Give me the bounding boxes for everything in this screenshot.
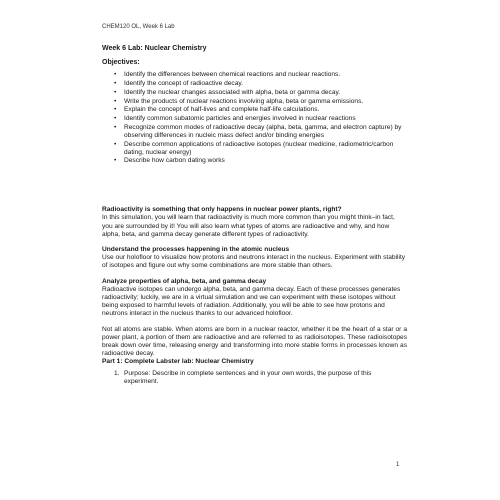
spacer (102, 166, 407, 206)
section-heading: Understand the processes happening in the atomic nucleus (102, 245, 290, 253)
bullet-icon: • (114, 140, 117, 148)
bullet-icon: • (114, 80, 117, 88)
questions-list (102, 370, 407, 386)
objective-text: Identify common subatomic particles and energies involved in nuclear reactions (124, 114, 356, 122)
bullet-icon: • (114, 157, 117, 165)
section-decay-properties (102, 278, 407, 319)
objective-text: Recognize common modes of radioactive decay (alpha, beta, gamma, and electron capture) by observing differences in nucleic mass defect and/or binding energies (124, 123, 402, 139)
section-heading: Analyze properties of alpha, beta, and gamma decay (102, 277, 267, 285)
objective-item (114, 157, 407, 165)
objective-item (114, 88, 407, 97)
objective-item (114, 123, 407, 140)
document-title: Week 6 Lab: Nuclear Chemistry (102, 45, 207, 52)
spacer (102, 319, 407, 326)
objective-text: Identify the concept of radioactive decay. (124, 80, 244, 88)
objective-text: Identify the nuclear changes associated with alpha, beta or gamma decay. (124, 88, 341, 96)
bullet-icon: • (114, 114, 117, 122)
objective-item (114, 106, 407, 114)
objective-item (114, 140, 407, 157)
objective-text: Describe common applications of radioactive isotopes (nuclear medicine, radiometric/carbon dating, nuclear energy) (124, 140, 394, 156)
objective-text: Describe how carbon dating works (124, 157, 225, 165)
section-atomic-nucleus (102, 246, 407, 271)
objective-text: Write the products of nuclear reactions involving alpha, beta or gamma emissions. (124, 97, 364, 105)
objective-text: Explain the concept of half-lives and complete half-life calculations. (124, 106, 320, 114)
section-text: Radioactive isotopes can undergo alpha, beta, and gamma decay. Each of these processes generates radioactivity; luckily, we are in a virtual simulation and we can experiment with these isotopes without being exposed to harmful levels of radiation. Additionally, you will be able to see how protons and neutrons interact in the nucleus thanks to our advanced holofloor. (102, 285, 401, 318)
bullet-icon: • (114, 106, 117, 114)
section-radioactivity (102, 206, 407, 239)
running-header: CHEM120 OL, Week 6 Lab (102, 24, 175, 30)
objectives-list (102, 71, 407, 165)
spacer (102, 239, 407, 246)
section-text: Use our holofloor to visualize how protons and neutrons interact in the nucleus. Experiment with stability of isotopes and figure out why some combinations are more stable than others. (102, 254, 406, 270)
objectives-heading: Objectives: (102, 59, 140, 67)
page-number: 1 (396, 462, 400, 468)
spacer (102, 271, 407, 278)
objective-item (114, 80, 407, 88)
intro-paragraph: Not all atoms are stable. When atoms are born in a nuclear reactor, whether it be the heart of a star or a power plant, a portion of them are radioactive and are referred to as radioisotopes. These radioisotopes break down over time, releasing energy and transforming into more stable forms in processes known as radioactive decay. (102, 325, 407, 358)
section-text: In this simulation, you will learn that radioactivity is much more common than you might think–in fact, you are surrounded by it! You will also learn what types of atoms are radioactive and why, and how alpha, beta, and gamma decay generate different types of radioactivity. (102, 214, 395, 238)
document-content (102, 45, 407, 386)
objective-item (114, 114, 407, 123)
section-heading: Radioactivity is something that only happens in nuclear power plants, right? (102, 206, 342, 214)
bullet-icon: • (114, 71, 117, 79)
part-heading: Part 1: Complete Labster lab: Nuclear Chemistry (102, 358, 254, 366)
objective-item (114, 71, 407, 79)
bullet-icon: • (114, 97, 117, 105)
bullet-icon: • (114, 123, 117, 131)
question-text: Purpose: Describe in complete sentences and in your own words, the purpose of this experiment. (124, 369, 372, 385)
bullet-icon: • (114, 88, 117, 96)
question-item (114, 369, 407, 386)
objective-item (114, 97, 407, 106)
objective-text: Identify the differences between chemical reactions and nuclear reactions. (124, 71, 341, 79)
question-number: 1. (114, 369, 120, 377)
